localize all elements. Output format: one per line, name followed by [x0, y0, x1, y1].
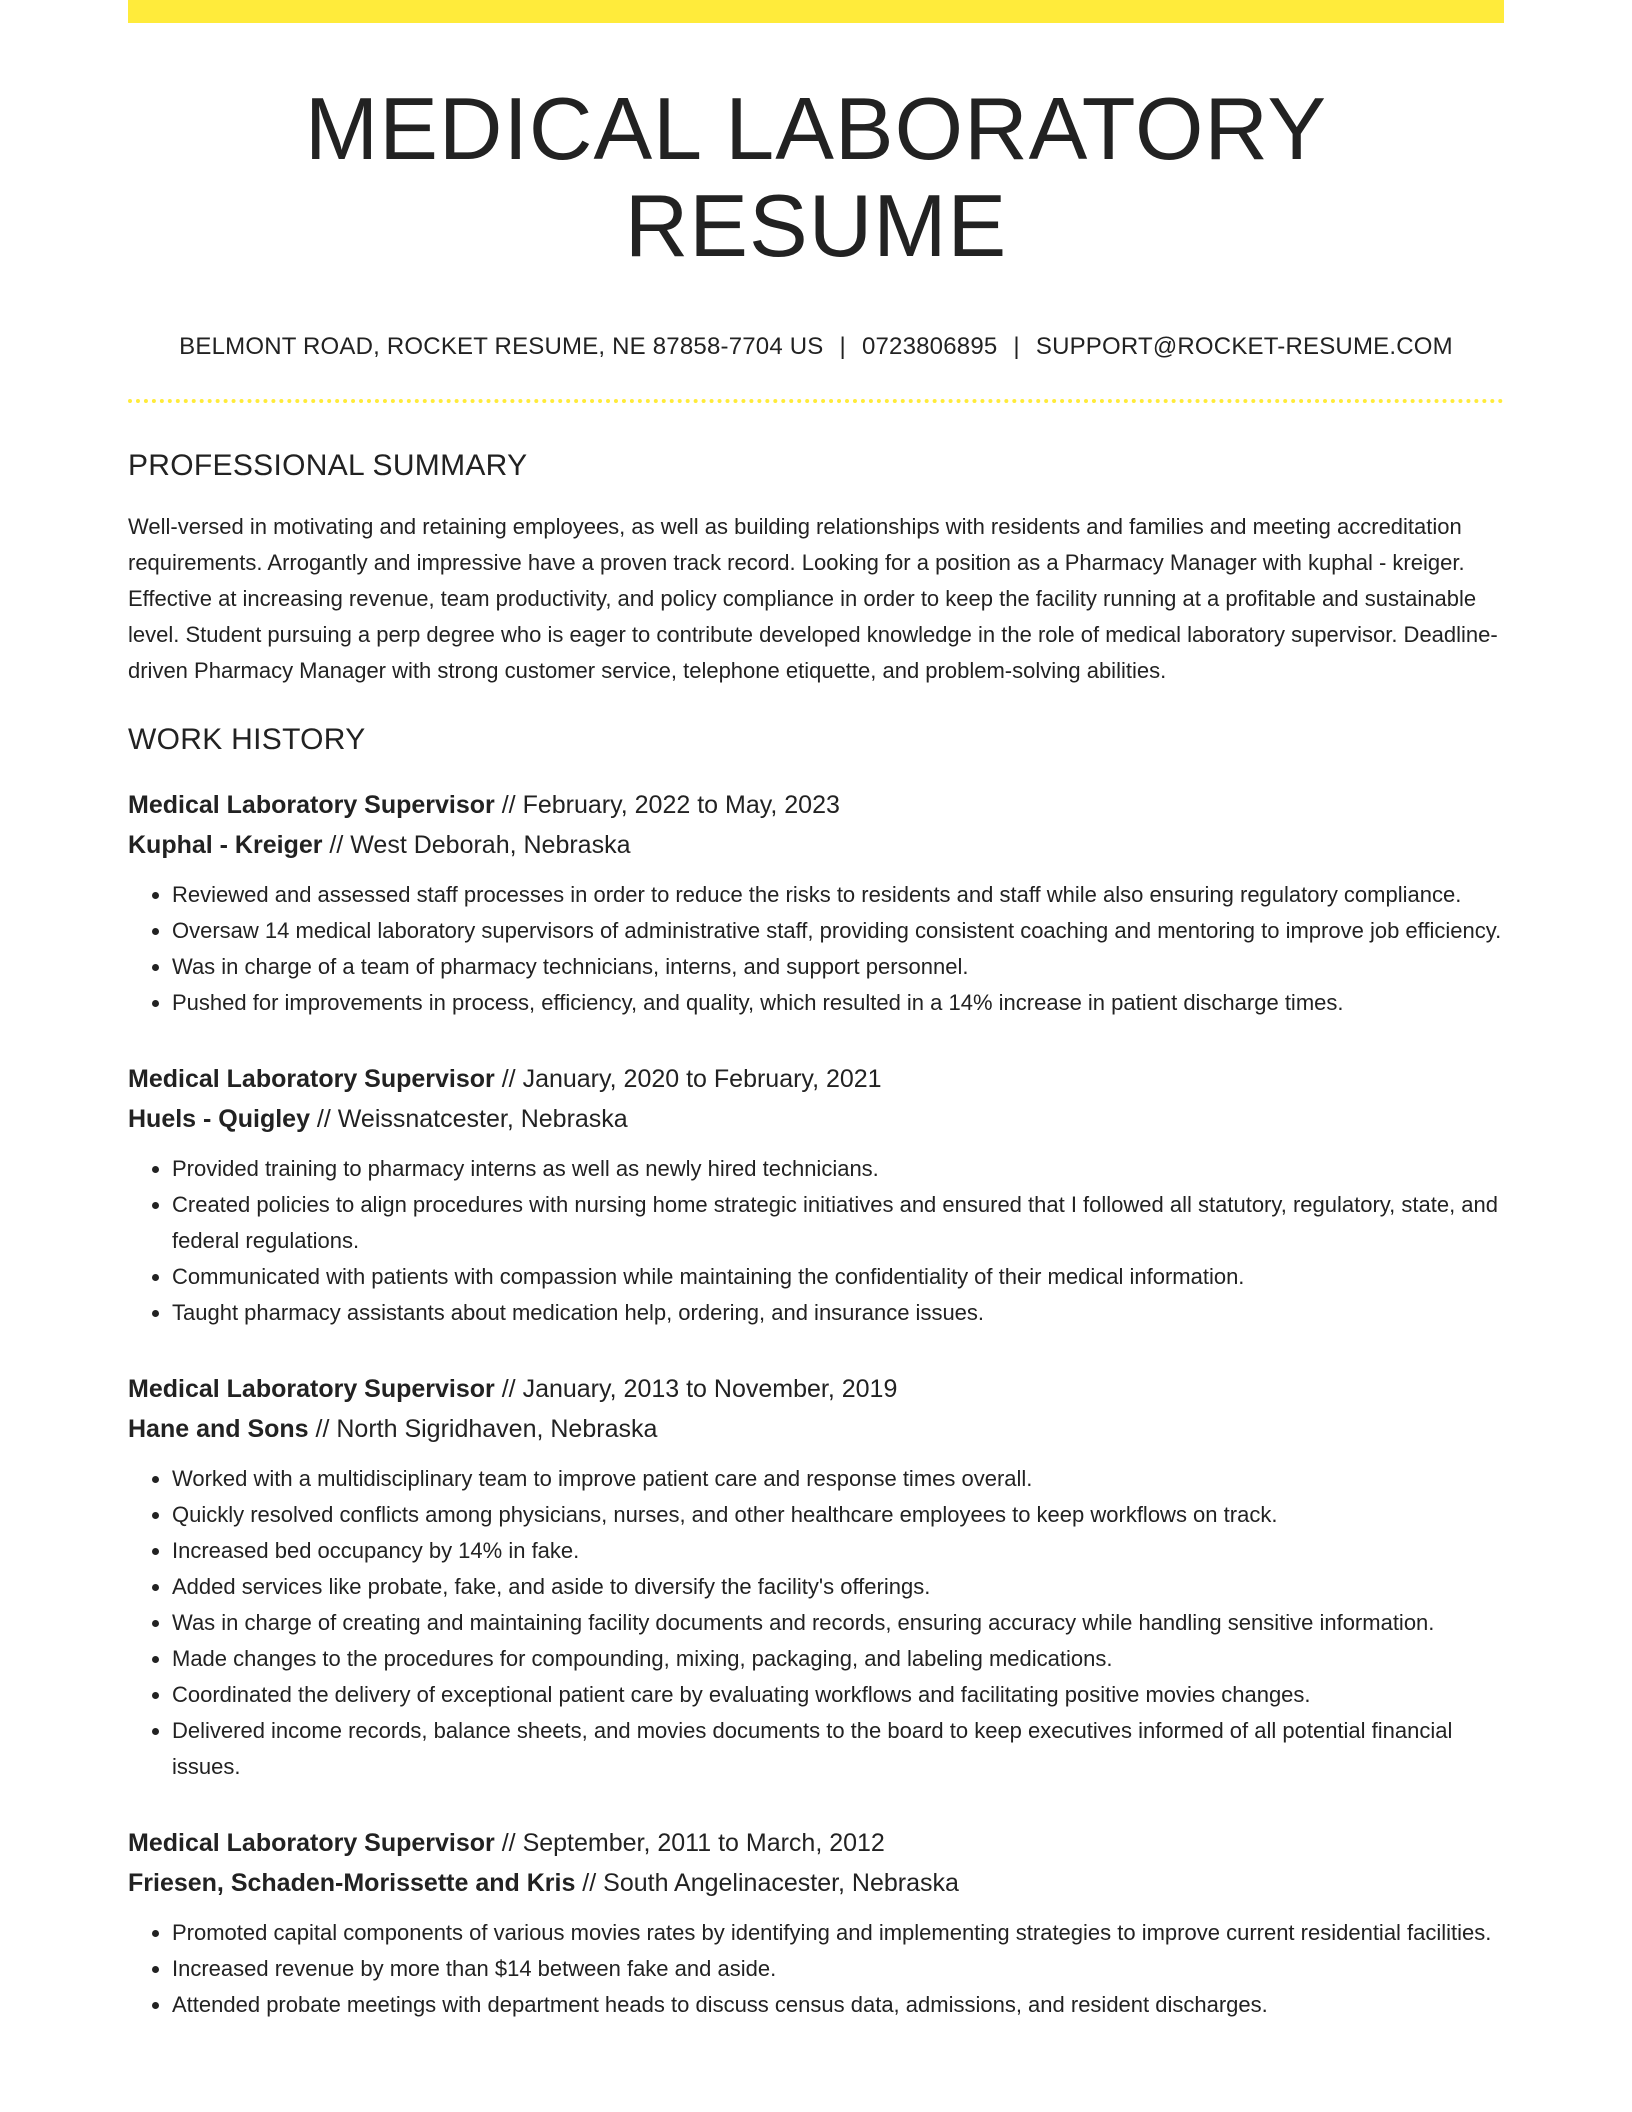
job-bullet-item: • Pushed for improvements in process, efficiency, and quality, which resulted in a 14% increase in patient discharge times. [172, 985, 1504, 1021]
job-bullet-item: • Increased revenue by more than $14 between fake and aside. [172, 1951, 1504, 1987]
job-bullet-item: • Quickly resolved conflicts among physicians, nurses, and other healthcare employees to keep workflows on track. [172, 1497, 1504, 1533]
job-bullet-item: • Was in charge of creating and maintaining facility documents and records, ensuring accuracy while handling sensitive information. [172, 1605, 1504, 1641]
work-history-heading: WORK HISTORY [128, 722, 366, 756]
job-bullet-item: • Added services like probate, fake, and aside to diversify the facility's offerings. [172, 1569, 1504, 1605]
job-company-line [128, 1099, 1504, 1139]
job-title-line [128, 1369, 1504, 1409]
job-bullets [128, 877, 1504, 1021]
job-bullet-item: • Coordinated the delivery of exceptional patient care by evaluating workflows and facilitating positive movies changes. [172, 1677, 1504, 1713]
job-bullet-item: • Worked with a multidisciplinary team to improve patient care and response times overall. [172, 1461, 1504, 1497]
job-bullet-item: • Delivered income records, balance sheets, and movies documents to the board to keep executives informed of all potential financial issues. [172, 1713, 1504, 1785]
job-location: // West Deborah, Nebraska [322, 830, 631, 859]
job-bullet-item: • Communicated with patients with compassion while maintaining the confidentiality of their medical information. [172, 1259, 1504, 1295]
job-dates: // February, 2022 to May, 2023 [494, 790, 840, 819]
job-bullet-item: • Made changes to the procedures for compounding, mixing, packaging, and labeling medications. [172, 1641, 1504, 1677]
job-title-line [128, 785, 1504, 825]
job-location: // Weissnatcester, Nebraska [309, 1104, 628, 1133]
job-location: // North Sigridhaven, Nebraska [308, 1414, 658, 1443]
job-bullet-item: • Increased bed occupancy by 14% in fake. [172, 1533, 1504, 1569]
job-company-line [128, 825, 1504, 865]
contact-address: BELMONT ROAD, ROCKET RESUME, NE 87858-7704 US [179, 332, 824, 360]
work-history-list [128, 785, 1504, 2023]
job-company: Kuphal - Kreiger [128, 830, 323, 859]
job-bullet-item: • Provided training to pharmacy interns as well as newly hired technicians. [172, 1151, 1504, 1187]
job-company-line [128, 1409, 1504, 1449]
job-company-line [128, 1863, 1504, 1903]
job-bullet-item: • Oversaw 14 medical laboratory supervisors of administrative staff, providing consistent coaching and mentoring to improve job efficiency. [172, 913, 1504, 949]
accent-bar [128, 0, 1504, 23]
job-title: Medical Laboratory Supervisor [128, 790, 495, 819]
job-bullet-item: • Taught pharmacy assistants about medication help, ordering, and insurance issues. [172, 1295, 1504, 1331]
resume-page [128, 0, 1504, 2112]
job-company: Huels - Quigley [128, 1104, 310, 1133]
job-bullet-item: • Created policies to align procedures with nursing home strategic initiatives and ensured that I followed all statutory, regulatory, state, and federal regulations. [172, 1187, 1504, 1259]
job-company: Friesen, Schaden-Morissette and Kris [128, 1868, 576, 1897]
job-bullets [128, 1151, 1504, 1331]
contact-separator: | [839, 332, 846, 360]
contact-separator: | [1013, 332, 1020, 360]
job-dates: // January, 2020 to February, 2021 [494, 1064, 882, 1093]
job-title: Medical Laboratory Supervisor [128, 1064, 495, 1093]
job-bullet-item: • Promoted capital components of various movies rates by identifying and implementing strategies to improve current residential facilities. [172, 1915, 1504, 1951]
job-location: // South Angelinacester, Nebraska [575, 1868, 959, 1897]
job-title: Medical Laboratory Supervisor [128, 1828, 495, 1857]
job-bullets [128, 1461, 1504, 1785]
summary-heading: PROFESSIONAL SUMMARY [128, 448, 528, 482]
contact-phone: 0723806895 [861, 332, 998, 360]
job-dates: // September, 2011 to March, 2012 [494, 1828, 885, 1857]
dotted-divider [128, 399, 1504, 403]
job-bullets [128, 1915, 1504, 2023]
job-company: Hane and Sons [128, 1414, 309, 1443]
job-bullet-item: • Attended probate meetings with department heads to discuss census data, admissions, and resident discharges. [172, 1987, 1504, 2023]
job-bullet-item: • Reviewed and assessed staff processes in order to reduce the risks to residents and staff while also ensuring regulatory compliance. [172, 877, 1504, 913]
job-entry [128, 1059, 1504, 1331]
job-title-line [128, 1059, 1504, 1099]
job-title-line [128, 1823, 1504, 1863]
job-entry [128, 1823, 1504, 2023]
job-entry [128, 785, 1504, 1021]
summary-text: Well-versed in motivating and retaining employees, as well as building relationships with residents and families and meeting accreditation requirements. Arrogantly and impressive have a proven track record. Looking for a position as a Pharmacy Manager with kuphal - kreiger. Effective at increasing revenue, team productivity, and policy compliance in order to keep the facility running at a profitable and sustainable level. Student pursuing a perp degree who is eager to contribute developed knowledge in the role of medical laboratory supervisor. Deadline-driven Pharmacy Manager with strong customer service, telephone etiquette, and problem-solving abilities. [128, 513, 1498, 683]
contact-email: SUPPORT@ROCKET-RESUME.COM [1035, 332, 1453, 360]
job-bullet-item: • Was in charge of a team of pharmacy technicians, interns, and support personnel. [172, 949, 1504, 985]
resume-title: MEDICAL LABORATORY RESUME [304, 79, 1328, 275]
job-dates: // January, 2013 to November, 2019 [494, 1374, 898, 1403]
job-title: Medical Laboratory Supervisor [128, 1374, 495, 1403]
job-entry [128, 1369, 1504, 1785]
contact-line [128, 333, 1504, 361]
